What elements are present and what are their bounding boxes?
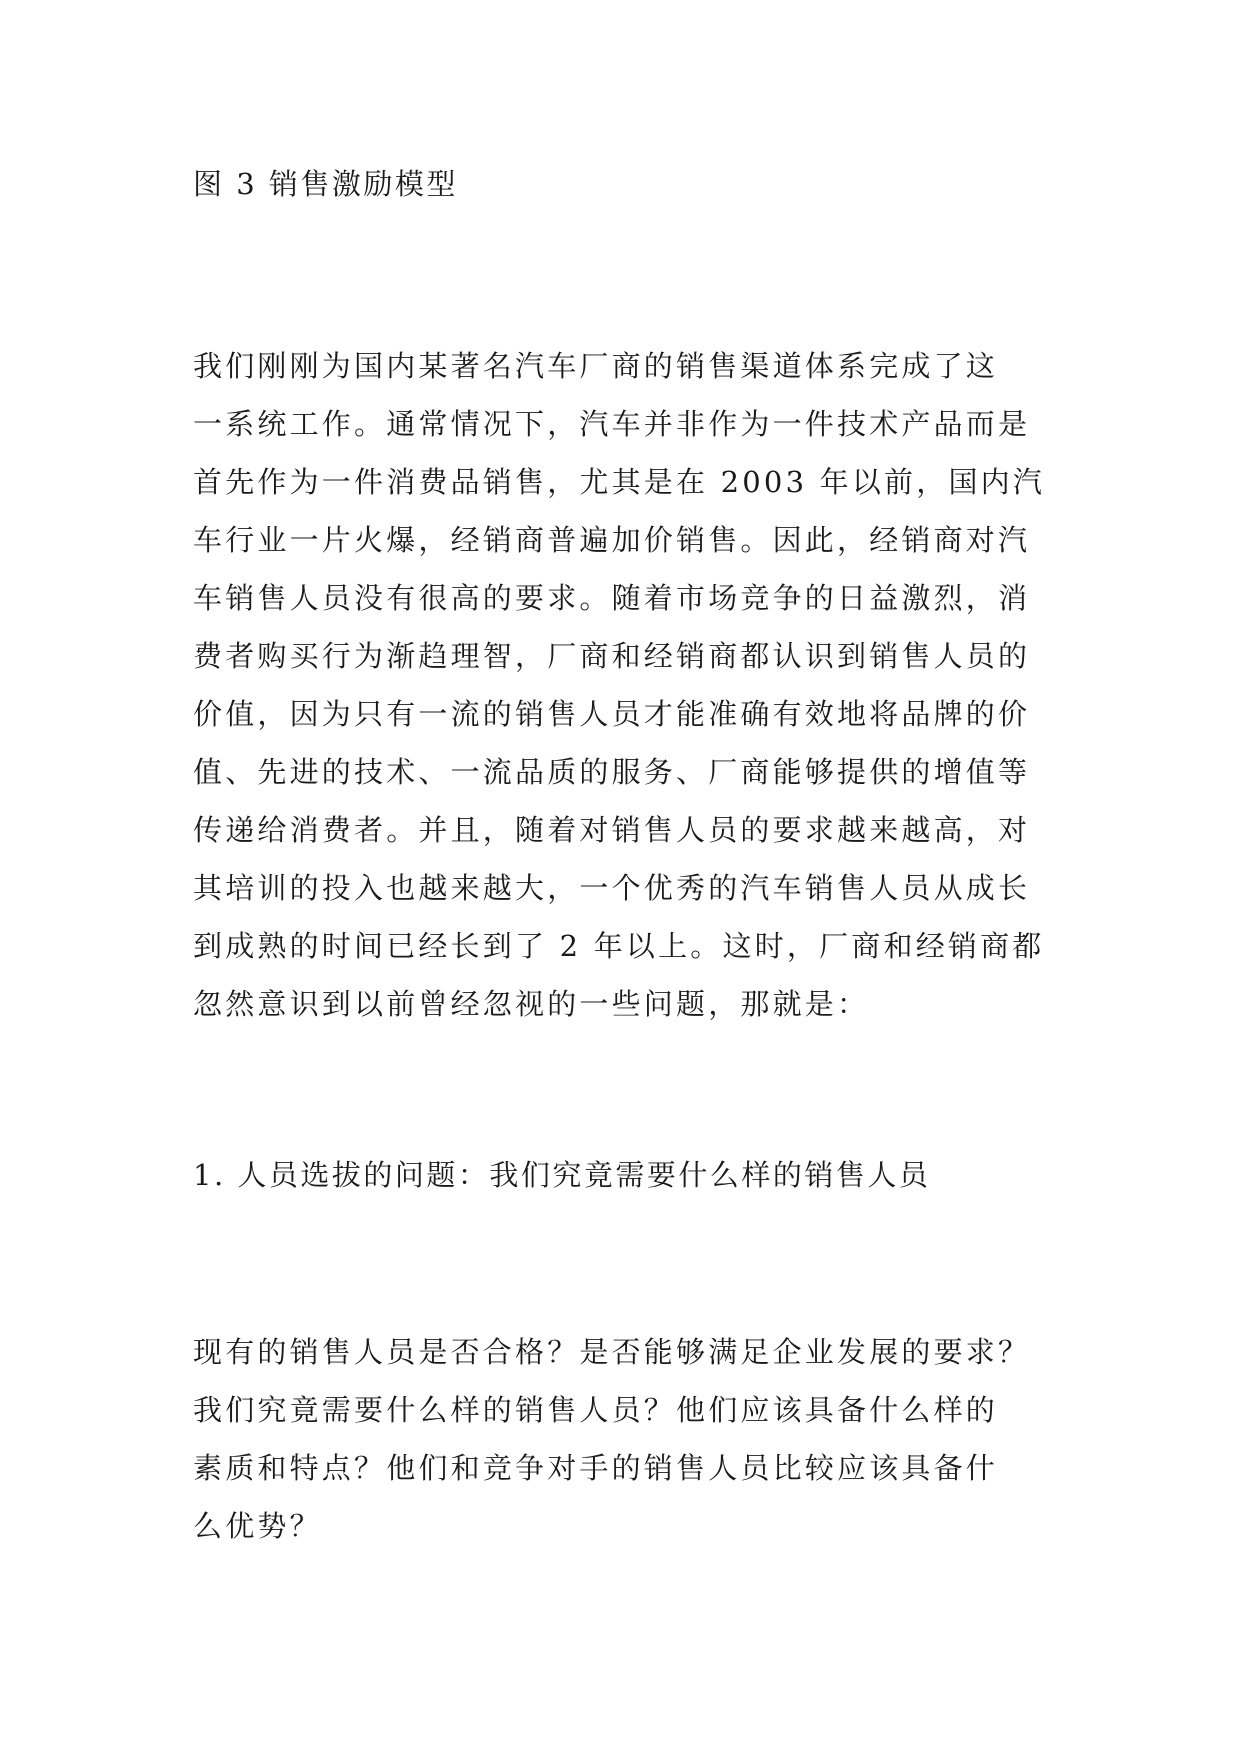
paragraph-line: 首先作为一件消费品销售，尤其是在 2003 年以前，国内汽 [193, 465, 1046, 499]
paragraph-line: 其培训的投入也越来越大，一个优秀的汽车销售人员从成长 [193, 871, 1031, 905]
paragraph-line: 忽然意识到以前曾经忽视的一些问题，那就是： [193, 987, 870, 1021]
paragraph-line: 费者购买行为渐趋理智，厂商和经销商都认识到销售人员的 [193, 639, 1031, 673]
paragraph-line: 我们究竟需要什么样的销售人员？他们应该具备什么样的 [193, 1393, 999, 1427]
paragraph-line: 价值，因为只有一流的销售人员才能准确有效地将品牌的价 [193, 697, 1031, 731]
paragraph-line: 么优势？ [193, 1509, 322, 1543]
paragraph-line: 一系统工作。通常情况下，汽车并非作为一件技术产品而是 [193, 407, 1031, 441]
paragraph-line: 素质和特点？他们和竞争对手的销售人员比较应该具备什 [193, 1451, 999, 1485]
paragraph-line: 车销售人员没有很高的要求。随着市场竞争的日益激烈，消 [193, 581, 1031, 615]
paragraph-line: 现有的销售人员是否合格？是否能够满足企业发展的要求？ [193, 1335, 1031, 1369]
paragraph-1 [193, 337, 1053, 1033]
figure-caption: 图 3 销售激励模型 [193, 167, 458, 201]
paragraph-line: 我们刚刚为国内某著名汽车厂商的销售渠道体系完成了这 [193, 349, 999, 383]
paragraph-line: 车行业一片火爆，经销商普遍加价销售。因此，经销商对汽 [193, 523, 1031, 557]
paragraph-line: 到成熟的时间已经长到了 2 年以上。这时，厂商和经销商都 [193, 929, 1045, 963]
section-heading: 1. 人员选拔的问题：我们究竟需要什么样的销售人员 [193, 1158, 931, 1192]
paragraph-line: 传递给消费者。并且，随着对销售人员的要求越来越高，对 [193, 813, 1031, 847]
paragraph-2 [193, 1323, 1053, 1555]
paragraph-line: 值、先进的技术、一流品质的服务、厂商能够提供的增值等 [193, 755, 1031, 789]
